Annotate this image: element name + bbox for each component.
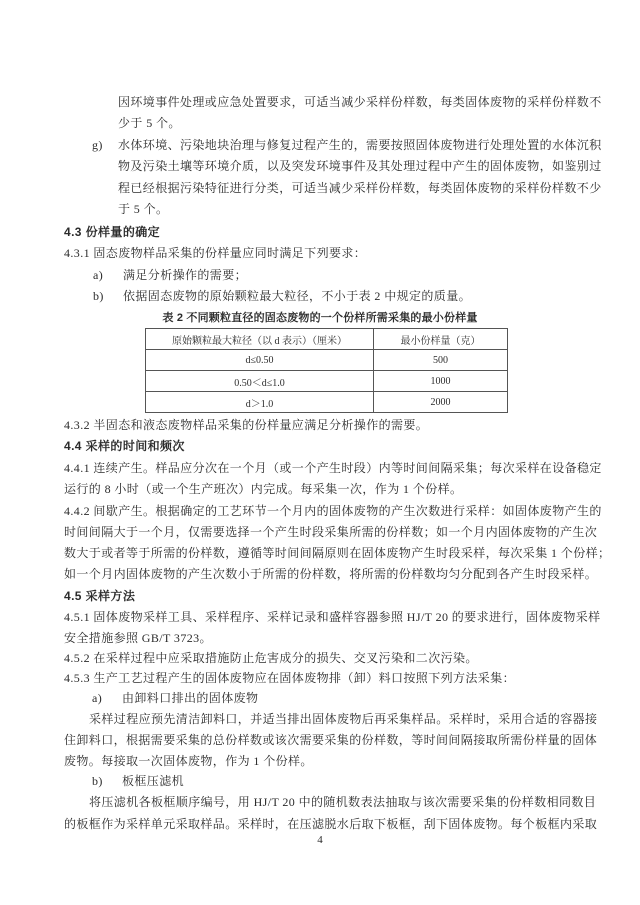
- item-g-line-1: 水体环境、污染地块治理与修复过程产生的，需要按照固体废物进行处理处置的水体沉积: [118, 138, 602, 152]
- para-outlet-line-3: 废物。每接取一次固体废物，作为 1 个份样。: [64, 754, 313, 768]
- table-2-r3c2: 2000: [374, 392, 508, 413]
- table-2-r3c1: d＞1.0: [146, 392, 374, 413]
- list-marker-b2: b): [92, 774, 103, 788]
- list-marker-b1: b): [93, 289, 104, 303]
- item-b2-text: 板框压滤机: [122, 774, 185, 788]
- para-4-4-2-line-2: 时间间隔大于一个月，仅需要选择一个产生时段采集所需的份样数；如一个月内固体废物的产生次: [64, 525, 598, 539]
- list-marker-a2: a): [92, 691, 103, 705]
- heading-4-4: 4.4 采样的时间和频次: [64, 439, 185, 453]
- para-press-line-1: 将压滤机各板框顺序编号，用 HJ/T 20 中的随机数表法抽取与该次需要采集的份样数相同数目: [89, 795, 597, 809]
- para-outlet-line-1: 采样过程应预先清洁卸料口，并适当排出固体废物后再采集样品。采样时，采用合适的容器接: [89, 712, 598, 726]
- para-4-4-1-line-1: 4.4.1 连续产生。样品应分次在一个月（或一个产生时段）内等时间间隔采集；每次采样在设备稳定: [64, 461, 602, 475]
- heading-4-5: 4.5 采样方法: [64, 589, 136, 603]
- table-2-r2c2: 1000: [374, 371, 508, 392]
- item-b1-text: 依据固态废物的原始颗粒最大粒径，不小于表 2 中规定的质量。: [123, 289, 472, 303]
- table-row: [146, 371, 508, 392]
- table-2: [145, 328, 508, 413]
- table-2-r1c2: 500: [374, 350, 508, 371]
- para-f-cont-line-1: 因环境事件处理或应急处置要求，可适当减少采样份样数，每类固体废物的采样份样数不: [118, 95, 602, 109]
- heading-4-3: 4.3 份样量的确定: [64, 225, 161, 239]
- para-4-3-2: 4.3.2 半固态和液态废物样品采集的份样量应满足分析操作的需要。: [64, 418, 429, 432]
- para-4-4-2-line-1: 4.4.2 间歇产生。根据确定的工艺环节一个月内的固体废物的产生次数进行采样：如固体废物产生的: [64, 504, 602, 518]
- table-2-caption: 表 2 不同颗粒直径的固态废物的一个份样所需采集的最小份样量: [162, 312, 478, 324]
- list-marker-a1: a): [93, 268, 104, 282]
- table-2-header-col2: 最小份样量（克）: [374, 329, 508, 350]
- list-marker-g: g): [92, 138, 103, 152]
- item-g-line-4: 于 5 个。: [118, 202, 169, 216]
- table-2-r2c1: 0.50＜d≤1.0: [146, 371, 374, 392]
- para-f-cont-line-2: 少于 5 个。: [118, 116, 181, 130]
- item-g-line-3: 程已经根据污染特征进行分类，可适当减少采样份样数，每类固体废物的采样份样数不少: [118, 181, 602, 195]
- para-4-5-3: 4.5.3 生产工艺过程产生的固体废物应在固体废物排（卸）料口按照下列方法采集：: [64, 671, 516, 685]
- para-press-line-2: 的板框作为采样单元采取样品。采样时，在压滤脱水后取下板框，刮下固体废物。每个板框内采取: [64, 817, 598, 831]
- page-number: 4: [317, 834, 323, 846]
- item-g-line-2: 物及污染土壤等环境介质，以及突发环境事件及其处理过程中产生的固体废物，如鉴别过: [118, 159, 602, 173]
- para-4-4-2-line-3: 数大于或者等于所需的份样数，遵循等时间间隔原则在固体废物产生时段采样，每次采集 1 个份样；: [64, 546, 611, 560]
- para-4-4-2-line-4: 如一个月内固体废物的产生次数小于所需的份样数，将所需的份样数均匀分配到各产生时段采样。: [64, 567, 598, 581]
- para-4-5-1-line-2: 安全措施参照 GB/T 3723。: [64, 631, 212, 645]
- para-4-5-1-line-1: 4.5.1 固体废物采样工具、采样程序、采样记录和盛样容器参照 HJ/T 20 的要求进行，固体废物采样: [64, 610, 601, 624]
- item-a1-text: 满足分析操作的需要；: [123, 268, 248, 282]
- table-row: [146, 350, 508, 371]
- item-a2-text: 由卸料口排出的固体废物: [122, 691, 259, 705]
- table-2-r1c1: d≤0.50: [146, 350, 374, 371]
- para-4-4-1-line-2: 运行的 8 小时（或一个生产班次）内完成。每采集一次，作为 1 个份样。: [64, 482, 463, 496]
- table-2-header-col1: 原始颗粒最大粒径（以 d 表示）（厘米）: [146, 329, 374, 350]
- para-outlet-line-2: 住卸料口，根据需要采集的总份样数或该次需要采集的份样数，等时间间隔接取所需份样量的固体: [64, 733, 598, 747]
- table-row: [146, 392, 508, 413]
- para-4-5-2: 4.5.2 在采样过程中应采取措施防止危害成分的损失、交叉污染和二次污染。: [64, 651, 478, 665]
- para-4-3-1: 4.3.1 固态废物样品采集的份样量应同时满足下列要求：: [64, 246, 367, 260]
- table-2-header-row: [146, 329, 508, 350]
